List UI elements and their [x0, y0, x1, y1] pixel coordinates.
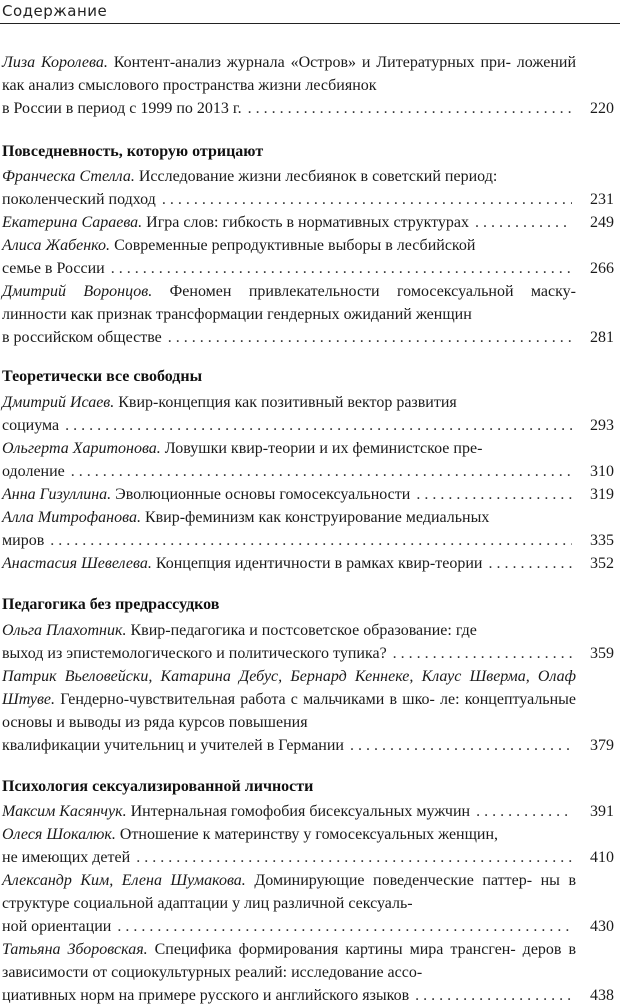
entry-last-line — [2, 846, 614, 869]
dot-leader — [248, 97, 572, 120]
entry-title-line: одоление — [2, 463, 65, 480]
entry-title-line: в России в период с 1999 по 2013 г. — [2, 100, 242, 117]
dot-leader — [350, 734, 572, 757]
entry-last-line — [2, 188, 614, 211]
entry-title-line: ложений как анализ смыслового пространства жизни лесбиянок — [2, 54, 577, 94]
dot-leader — [162, 188, 572, 211]
entry-last-line — [2, 326, 614, 349]
entry-text — [2, 823, 576, 846]
entry-title-line: Феномен привлекательности гомосексуальной маску- — [169, 283, 577, 300]
entry-title-line: Специфика формирования картины мира трансген- — [154, 941, 516, 958]
entry-title-line: Доминирующие поведенческие паттер- — [254, 872, 533, 889]
entry-title-line: Квир-феминизм как конструирование медиальных — [144, 509, 490, 526]
running-header — [0, 0, 620, 24]
entry-last-line — [2, 460, 614, 483]
toc-entry[interactable] — [2, 211, 614, 234]
entry-author: Лиза Королева. — [2, 54, 108, 71]
entry-title-line: Концепция идентичности в рамках квир-теории — [155, 555, 483, 572]
toc-entry[interactable] — [2, 51, 614, 120]
entry-title-line: циативных норм на примере русского и английского языков — [2, 987, 410, 1004]
page-number: 379 — [590, 737, 614, 754]
entry-last-line — [2, 915, 614, 938]
entry-title-line: квалификации учительниц и учителей в Германии — [2, 737, 344, 754]
entry-title-line: миров — [2, 532, 45, 549]
entry-title-line: семье в России — [2, 260, 105, 277]
entry-text — [2, 619, 576, 642]
dot-leader — [117, 915, 572, 938]
entry-title-line: выход из эпистемологического и политического тупика? — [2, 645, 387, 662]
entry-text — [2, 280, 576, 326]
entry-title-line: Современные репродуктивные выборы в лесбийской — [114, 237, 476, 254]
section-title: Повседневность, которую отрицают — [2, 143, 264, 160]
entry-author: Ольга Плахотник. — [2, 622, 127, 639]
entry-last-line — [2, 257, 614, 280]
page-number: 359 — [590, 645, 614, 662]
entry-author: Алла Митрофанова. — [2, 509, 141, 526]
entry-title-line: Интернальная гомофобия бисексуальных мужчин — [130, 803, 471, 820]
dot-leader — [393, 642, 572, 665]
dot-leader — [416, 483, 572, 506]
entry-last-line — [2, 800, 614, 823]
page-number: 391 — [590, 803, 614, 820]
toc-entry[interactable] — [2, 869, 614, 938]
dot-leader — [415, 984, 572, 1007]
entry-author: Ольгерта Харитонова. — [2, 440, 161, 457]
entry-title-line: Исследование жизни лесбиянок в советский период: — [138, 168, 498, 185]
entry-text — [2, 234, 576, 257]
page-number: 410 — [590, 849, 614, 866]
page-number: 293 — [590, 417, 614, 434]
entry-last-line — [2, 642, 614, 665]
entry-last-line — [2, 414, 614, 437]
header-rule — [0, 23, 620, 24]
entry-title-line: Ловушки квир-теории и их феминистское пре- — [164, 440, 483, 457]
page-number: 430 — [590, 918, 614, 935]
page-number: 438 — [590, 987, 614, 1004]
toc-entry[interactable] — [2, 800, 614, 823]
toc-entry[interactable] — [2, 665, 614, 757]
entry-title-line: Контент-анализ журнала «Остров» и Литературных при- — [113, 54, 511, 71]
page-number: 220 — [590, 100, 614, 117]
entry-title-line: поколенческий подход — [2, 191, 156, 208]
toc-entry[interactable] — [2, 391, 614, 437]
entry-text — [2, 51, 576, 97]
entry-author: Дмитрий Воронцов. — [2, 283, 153, 300]
toc-entry[interactable] — [2, 823, 614, 869]
page-number: 335 — [590, 532, 614, 549]
page-number: 319 — [590, 486, 614, 503]
dot-leader — [475, 211, 572, 234]
entry-text — [2, 165, 576, 188]
entry-last-line — [2, 552, 614, 575]
toc-entry[interactable] — [2, 938, 614, 1007]
entry-title-line: не имеющих детей — [2, 849, 131, 866]
entry-author: Екатерина Сараева. — [2, 214, 143, 231]
dot-leader — [71, 460, 572, 483]
toc-entry[interactable] — [2, 483, 614, 506]
entry-author: Франческа Стелла. — [2, 168, 135, 185]
entry-title-line: Отношение к материнству у гомосексуальных женщин, — [119, 826, 499, 843]
page-number: 310 — [590, 463, 614, 480]
dot-leader — [476, 800, 572, 823]
entry-author: Алиса Жабенко. — [2, 237, 111, 254]
dot-leader — [111, 257, 572, 280]
entry-author: Максим Касянчук. — [2, 803, 127, 820]
toc-entry[interactable] — [2, 506, 614, 552]
entry-last-line — [2, 211, 614, 234]
entry-text — [2, 665, 576, 734]
entry-title-line: Квир-концепция как позитивный вектор развития — [118, 394, 457, 411]
dot-leader — [50, 529, 572, 552]
entry-author: Дмитрий Исаев. — [2, 394, 115, 411]
page-number: 249 — [590, 214, 614, 231]
entry-title-line: Эволюционные основы гомосексуальности — [115, 486, 411, 503]
entry-title-line: ной ориентации — [2, 918, 112, 935]
toc-entry[interactable] — [2, 619, 614, 665]
entry-title-line: социума — [2, 417, 60, 434]
entry-author: Анна Гизуллина. — [2, 486, 112, 503]
entry-last-line — [2, 483, 614, 506]
toc-entry[interactable] — [2, 280, 614, 349]
entry-last-line — [2, 97, 614, 120]
page-number: 352 — [590, 555, 614, 572]
entry-last-line — [2, 734, 614, 757]
entry-text — [2, 506, 576, 529]
section-title: Психология сексуализированной личности — [2, 778, 314, 795]
section-title: Педагогика без предрассудков — [2, 596, 220, 613]
dot-leader — [488, 552, 572, 575]
entry-title-line: линности как признак трансформации гендерных ожиданий женщин — [2, 306, 472, 323]
entry-author: Анастасия Шевелева. — [2, 555, 152, 572]
entry-title-line: ле: концептуальные основы и выводы из ряда курсов повышения — [2, 691, 577, 731]
dot-leader — [136, 846, 572, 869]
entry-last-line — [2, 984, 614, 1007]
page-number: 281 — [590, 329, 614, 346]
entry-author: Патрик Вьеловейски, Катарина Дебус, Бернард Кеннеке, Клаус Шверма, Олаф Штуве. — [2, 668, 576, 708]
entry-title-line: Квир-педагогика и постсоветское образование: где — [130, 622, 477, 639]
entry-text — [2, 938, 576, 984]
entry-text — [2, 391, 576, 414]
dot-leader — [168, 326, 572, 349]
page-number: 231 — [590, 191, 614, 208]
page-title: Содержание — [2, 2, 108, 20]
toc-entry[interactable] — [2, 165, 614, 211]
entry-text — [2, 437, 576, 460]
toc-entry[interactable] — [2, 552, 614, 575]
entry-title-line: ны в структуре социальной адаптации у лиц различной сексуаль- — [2, 872, 576, 912]
entry-title-line: деров в зависимости от социокультурных реалий: исследование ассо- — [2, 941, 577, 981]
section-title: Теоретически все свободны — [2, 368, 203, 385]
entry-author: Олеся Шокалюк. — [2, 826, 116, 843]
toc-entry[interactable] — [2, 437, 614, 483]
page-number: 266 — [590, 260, 614, 277]
toc-entry[interactable] — [2, 234, 614, 280]
entry-last-line — [2, 529, 614, 552]
entry-author: Александр Ким, Елена Шумакова. — [2, 872, 246, 889]
entry-author: Татьяна Зборовская. — [2, 941, 148, 958]
entry-text — [2, 869, 576, 915]
dot-leader — [65, 414, 572, 437]
entry-title-line: в российском обществе — [2, 329, 162, 346]
entry-title-line: Игра слов: гибкость в нормативных структурах — [146, 214, 470, 231]
entry-title-line: Гендерно-чувствительная работа с мальчиками в шко- — [60, 691, 435, 708]
